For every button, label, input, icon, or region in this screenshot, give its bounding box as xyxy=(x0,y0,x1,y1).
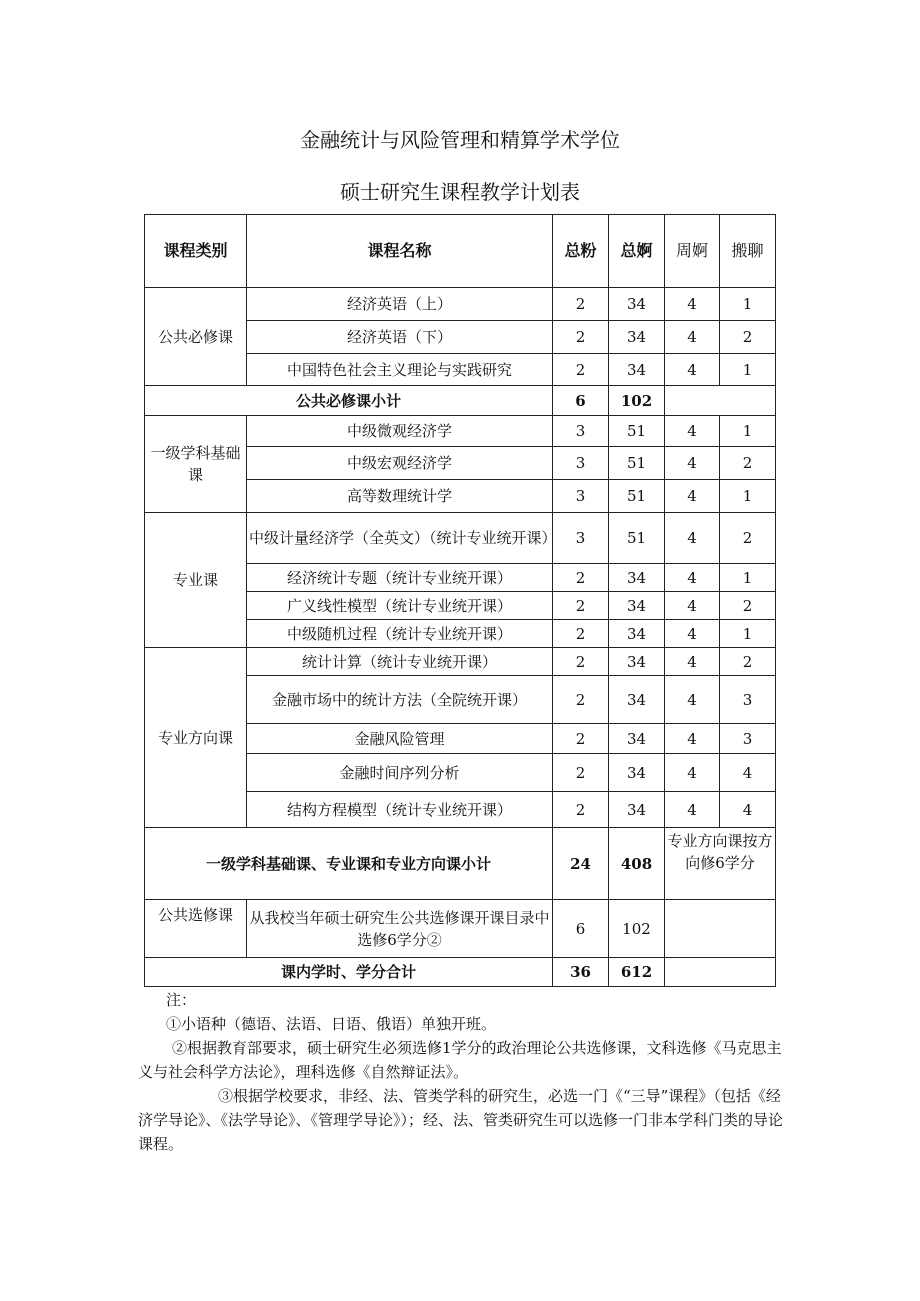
subtotal2-label: 一级学科基础课、专业课和专业方向课小计 xyxy=(145,828,553,900)
category-direction: 专业方向课 xyxy=(145,648,247,828)
course-semester: 2 xyxy=(720,592,776,620)
note-1: ①小语种（德语、法语、日语、俄语）单独开班。 xyxy=(166,1015,497,1033)
header-row xyxy=(145,215,776,288)
course-name: 金融时间序列分析 xyxy=(247,754,553,792)
course-hours: 34 xyxy=(609,648,665,676)
course-credits: 2 xyxy=(553,676,609,724)
course-weekly: 4 xyxy=(665,648,720,676)
total-blank xyxy=(665,958,776,987)
course-semester: 2 xyxy=(720,321,776,354)
course-semester: 2 xyxy=(720,447,776,480)
course-weekly: 4 xyxy=(665,416,720,447)
subtotal-credits: 6 xyxy=(553,386,609,416)
course-name: 中国特色社会主义理论与实践研究 xyxy=(247,354,553,386)
table-row xyxy=(145,513,776,564)
course-weekly: 4 xyxy=(665,724,720,754)
course-name: 经济英语（上） xyxy=(247,288,553,321)
subtotal-label: 公共必修课小计 xyxy=(145,386,553,416)
course-name: 从我校当年硕士研究生公共选修课开课目录中选修6学分② xyxy=(247,900,553,958)
course-name: 结构方程模型（统计专业统开课） xyxy=(247,792,553,828)
course-hours: 51 xyxy=(609,480,665,513)
course-credits: 2 xyxy=(553,754,609,792)
course-weekly: 4 xyxy=(665,792,720,828)
course-hours: 34 xyxy=(609,792,665,828)
course-semester: 2 xyxy=(720,513,776,564)
header-weekly: 周婀 xyxy=(665,215,720,288)
course-weekly: 4 xyxy=(665,447,720,480)
course-credits: 3 xyxy=(553,416,609,447)
course-semester: 2 xyxy=(720,648,776,676)
course-name: 广义线性模型（统计专业统开课） xyxy=(247,592,553,620)
table-row xyxy=(145,416,776,447)
header-category: 课程类别 xyxy=(145,215,247,288)
course-weekly: 4 xyxy=(665,592,720,620)
subtotal-blank xyxy=(665,386,776,416)
course-name: 高等数理统计学 xyxy=(247,480,553,513)
subtotal-hours: 102 xyxy=(609,386,665,416)
course-hours: 34 xyxy=(609,288,665,321)
course-credits: 2 xyxy=(553,620,609,648)
course-semester: 1 xyxy=(720,480,776,513)
course-hours: 34 xyxy=(609,620,665,648)
course-credits: 2 xyxy=(553,724,609,754)
course-semester: 3 xyxy=(720,724,776,754)
total-label: 课内学时、学分合计 xyxy=(145,958,553,987)
course-name: 金融风险管理 xyxy=(247,724,553,754)
course-credits: 3 xyxy=(553,447,609,480)
course-semester: 1 xyxy=(720,354,776,386)
category-public-elective: 公共选修课 xyxy=(145,900,247,958)
notes-label: 注： xyxy=(166,991,197,1009)
course-weekly: 4 xyxy=(665,676,720,724)
course-name: 中级宏观经济学 xyxy=(247,447,553,480)
course-weekly: 4 xyxy=(665,513,720,564)
subtotal-row xyxy=(145,828,776,900)
category-major: 专业课 xyxy=(145,513,247,648)
course-credits: 2 xyxy=(553,564,609,592)
course-name: 经济英语（下） xyxy=(247,321,553,354)
course-credits: 2 xyxy=(553,792,609,828)
course-hours: 34 xyxy=(609,354,665,386)
course-weekly: 4 xyxy=(665,620,720,648)
course-name: 金融市场中的统计方法（全院统开课） xyxy=(247,676,553,724)
subtotal-row xyxy=(145,386,776,416)
course-name: 中级计量经济学（全英文）（统计专业统开课） xyxy=(247,513,553,564)
course-name: 中级随机过程（统计专业统开课） xyxy=(247,620,553,648)
course-credits: 2 xyxy=(553,321,609,354)
course-hours: 34 xyxy=(609,592,665,620)
course-weekly: 4 xyxy=(665,480,720,513)
course-credits: 2 xyxy=(553,354,609,386)
table-row xyxy=(145,900,776,958)
total-hours: 612 xyxy=(609,958,665,987)
course-name: 经济统计专题（统计专业统开课） xyxy=(247,564,553,592)
course-semester: 1 xyxy=(720,416,776,447)
course-semester: 3 xyxy=(720,676,776,724)
category-public-required: 公共必修课 xyxy=(145,288,247,386)
title-line-1: 金融统计与风险管理和精算学术学位 xyxy=(300,128,620,152)
table-row xyxy=(145,648,776,676)
course-hours: 51 xyxy=(609,513,665,564)
header-hours: 总婀 xyxy=(609,215,665,288)
course-hours: 34 xyxy=(609,564,665,592)
course-semester: 1 xyxy=(720,288,776,321)
course-name: 中级微观经济学 xyxy=(247,416,553,447)
course-hours: 34 xyxy=(609,321,665,354)
subtotal2-credits: 24 xyxy=(553,828,609,900)
course-hours: 102 xyxy=(609,900,665,958)
course-weekly: 4 xyxy=(665,321,720,354)
header-semester: 搬聊 xyxy=(720,215,776,288)
total-credits: 36 xyxy=(553,958,609,987)
course-semester: 4 xyxy=(720,754,776,792)
course-credits: 2 xyxy=(553,648,609,676)
course-credits: 3 xyxy=(553,513,609,564)
notes-section xyxy=(138,988,788,1156)
course-hours: 34 xyxy=(609,676,665,724)
course-semester: 4 xyxy=(720,792,776,828)
subtotal2-hours: 408 xyxy=(609,828,665,900)
course-credits: 3 xyxy=(553,480,609,513)
course-weekly: 4 xyxy=(665,564,720,592)
course-hours: 34 xyxy=(609,754,665,792)
category-first-level: 一级学科基础课 xyxy=(145,416,247,513)
course-weekly: 4 xyxy=(665,354,720,386)
course-weekly: 4 xyxy=(665,754,720,792)
header-name: 课程名称 xyxy=(247,215,553,288)
course-weekly: 4 xyxy=(665,288,720,321)
course-credits: 6 xyxy=(553,900,609,958)
course-hours: 51 xyxy=(609,447,665,480)
course-hours: 34 xyxy=(609,724,665,754)
elective-blank xyxy=(665,900,776,958)
course-credits: 2 xyxy=(553,592,609,620)
course-credits: 2 xyxy=(553,288,609,321)
course-hours: 51 xyxy=(609,416,665,447)
course-plan-table xyxy=(144,214,776,987)
subtotal2-note: 专业方向课按方向修6学分 xyxy=(665,828,776,900)
course-name: 统计计算（统计专业统开课） xyxy=(247,648,553,676)
total-row xyxy=(145,958,776,987)
table-row xyxy=(145,288,776,321)
note-3: ③根据学校要求，非经、法、管类学科的研究生，必选一门《“三导”课程》（包括《经济学导论》、《法学导论》、《管理学导论》）；经、法、管类研究生可以选修一门非本学科门类的导论课程。 xyxy=(138,1087,784,1153)
note-2: ②根据教育部要求，硕士研究生必须选修1学分的政治理论公共选修课，文科选修《马克思主义与社会科学方法论》，理科选修《自然辩证法》。 xyxy=(138,1039,782,1081)
header-credits: 总粉 xyxy=(553,215,609,288)
course-semester: 1 xyxy=(720,620,776,648)
title-line-2: 硕士研究生课程教学计划表 xyxy=(340,180,580,204)
course-semester: 1 xyxy=(720,564,776,592)
